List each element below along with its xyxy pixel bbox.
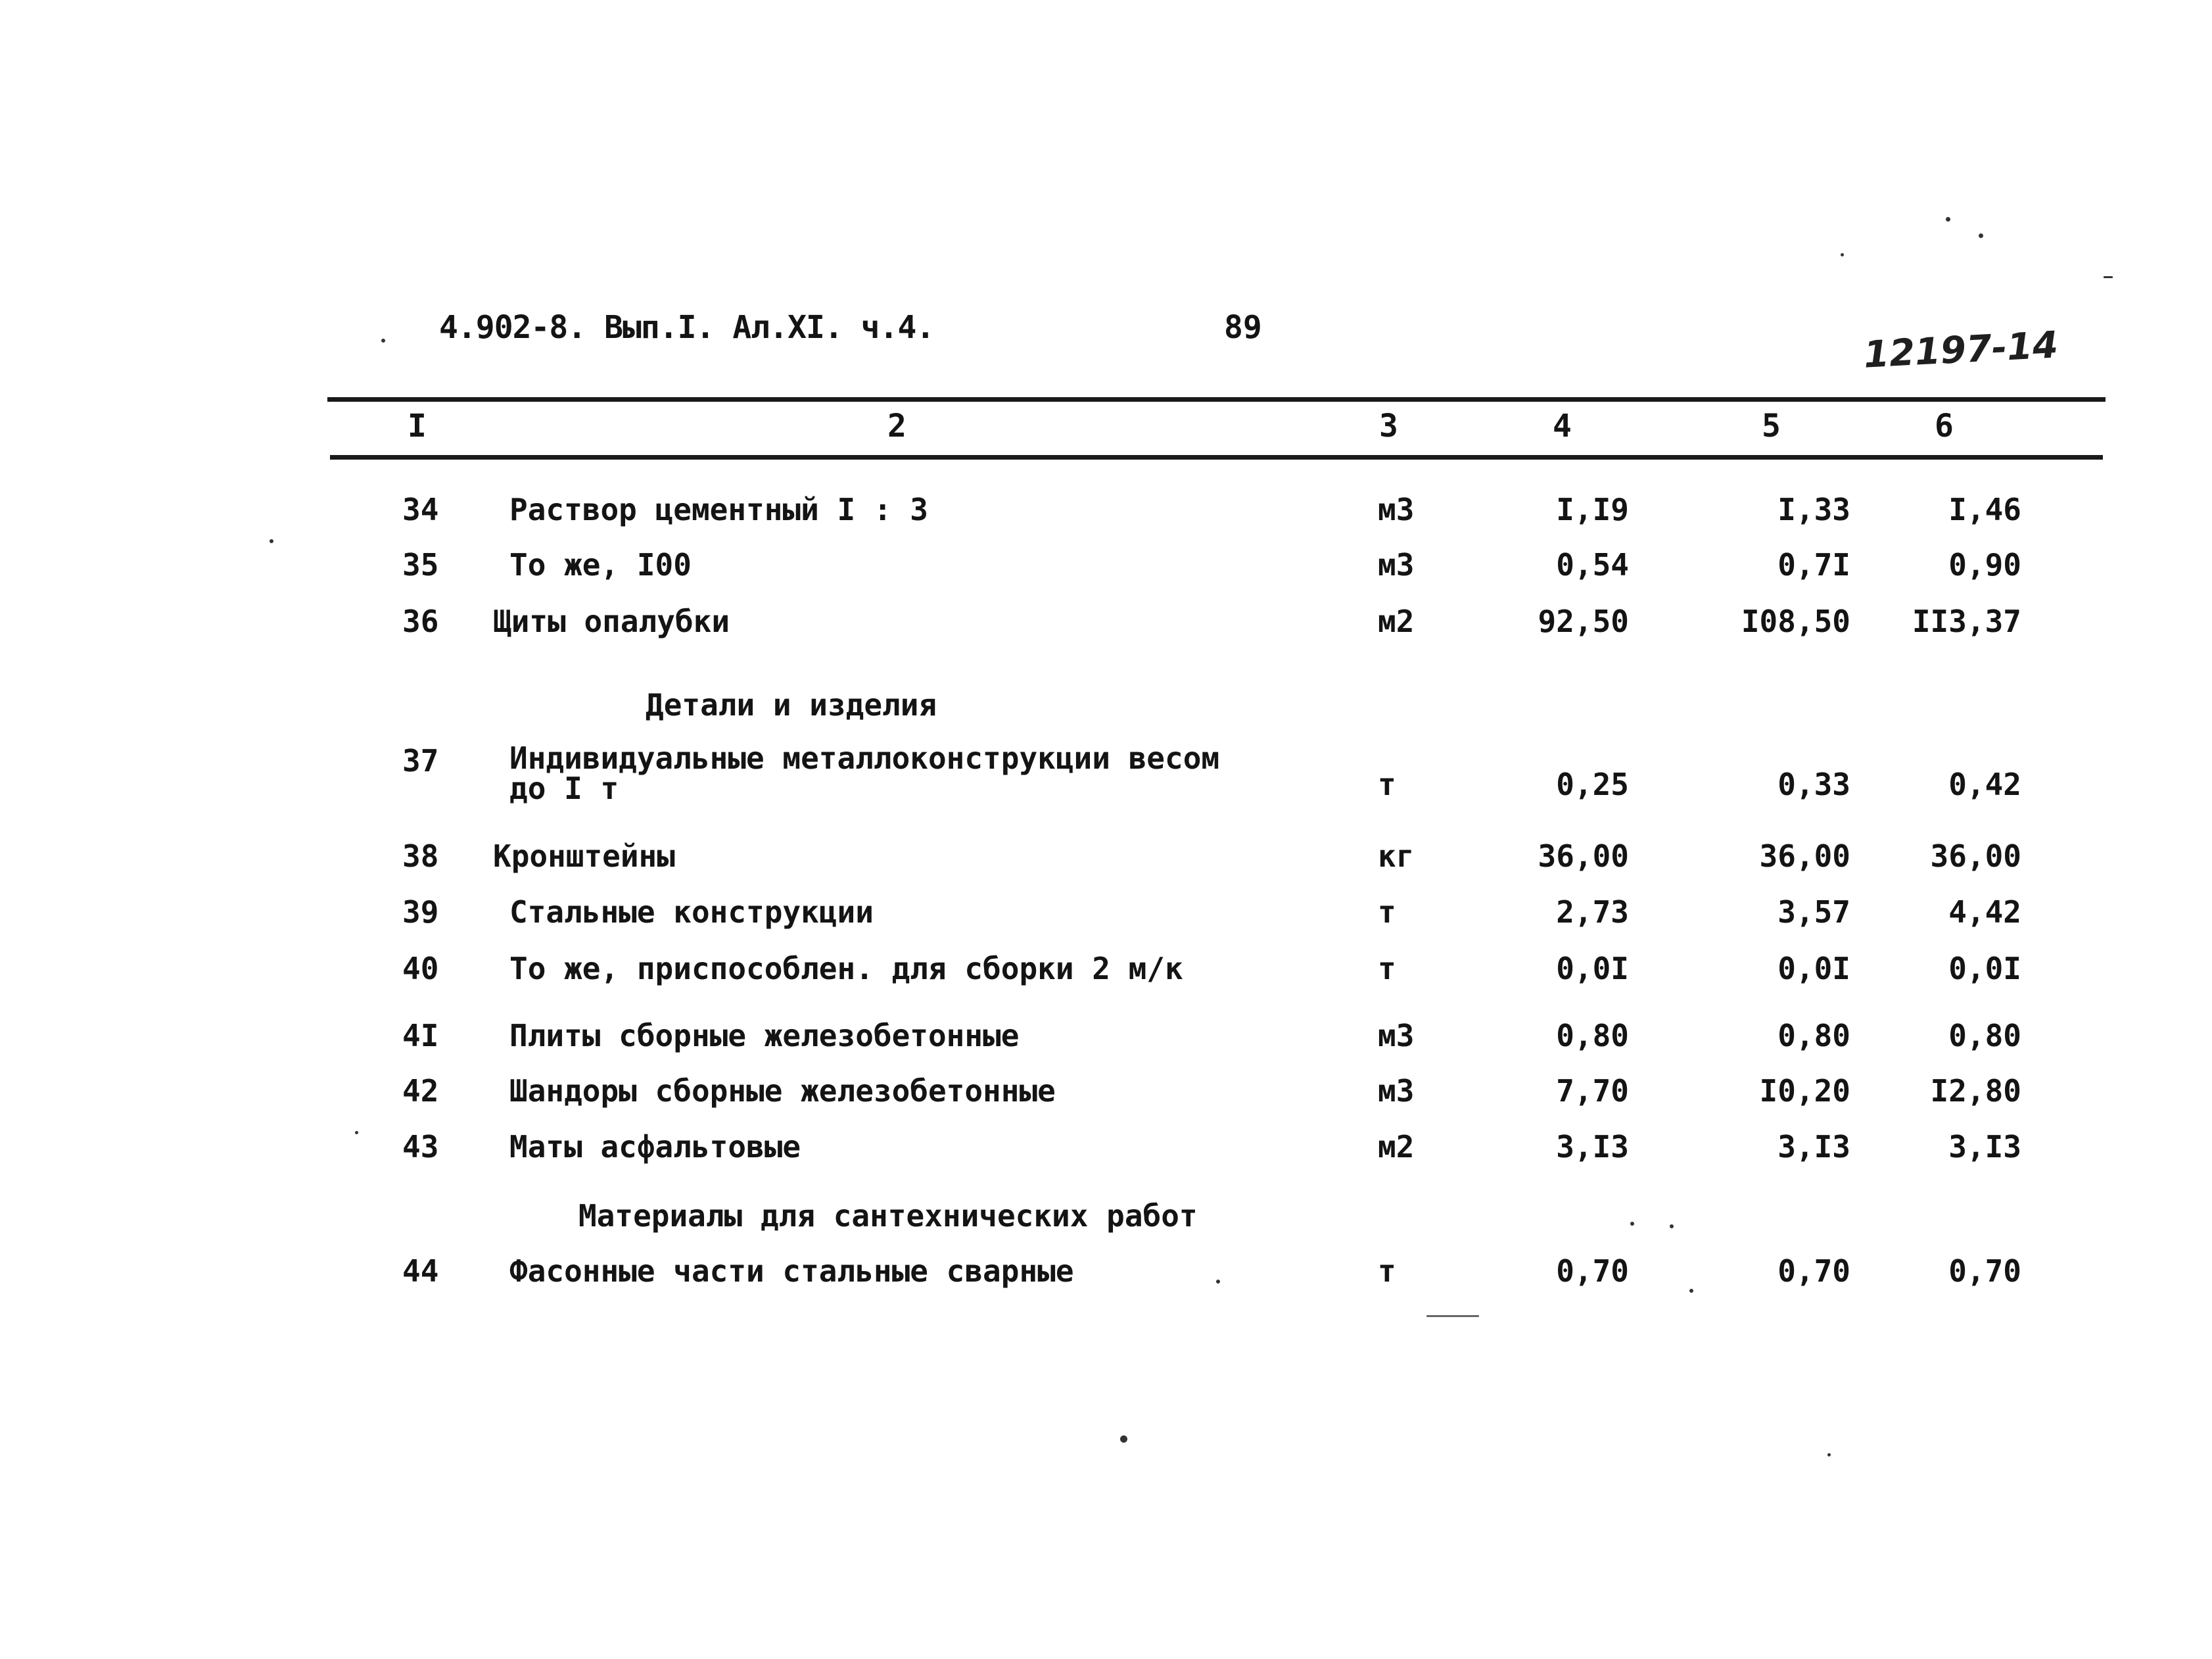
row-number: 39 [402, 894, 439, 930]
row-value-col6: 0,80 [1948, 1018, 2021, 1053]
scan-speck [1841, 253, 1844, 256]
row-name: Щиты опалубки [493, 604, 730, 639]
row-name: Раствор цементный I : 3 [509, 492, 928, 527]
row-number: 43 [402, 1129, 439, 1165]
row-value-col5: I,33 [1777, 492, 1850, 527]
row-value-col5: 0,70 [1777, 1253, 1850, 1289]
scan-speck [1120, 1435, 1127, 1443]
scan-speck [270, 539, 273, 543]
row-value-col4: 0,70 [1556, 1253, 1629, 1289]
row-number: 38 [402, 838, 439, 874]
scan-speck [355, 1131, 358, 1134]
row-unit: м2 [1378, 1129, 1415, 1165]
row-value-col5: 0,0I [1777, 951, 1850, 986]
archive-number: 12197-14 [1862, 324, 2059, 377]
row-value-col5: 3,I3 [1777, 1129, 1850, 1165]
row-number: 34 [402, 492, 439, 527]
document-code: 4.902-8. Вып.I. Ал.XI. ч.4. [439, 309, 935, 346]
scan-speck [1216, 1280, 1220, 1284]
row-value-col5: 0,33 [1777, 767, 1850, 802]
table-row [0, 492, 2212, 531]
row-name: Шандоры сборные железобетонные [509, 1073, 1056, 1109]
scan-speck [1827, 1453, 1831, 1456]
section-heading-details: Детали и изделия [646, 687, 937, 723]
row-value-col6: 0,70 [1948, 1253, 2021, 1289]
row-name: Плиты сборные железобетонные [509, 1018, 1020, 1053]
section-heading-plumbing: Материалы для сантехнических работ [578, 1198, 1198, 1234]
row-name: Маты асфальтовые [509, 1129, 801, 1165]
column-header-1: I [408, 408, 427, 445]
row-value-col4: 0,25 [1556, 767, 1629, 802]
row-value-col4: 3,I3 [1556, 1129, 1629, 1165]
table-top-rule [327, 397, 2106, 402]
row-value-col6: I2,80 [1930, 1073, 2021, 1109]
table-row [0, 1018, 2212, 1057]
scan-speck [1689, 1289, 1693, 1293]
row-name: Фасонные части стальные сварные [509, 1253, 1074, 1289]
table-row [0, 838, 2212, 878]
row-value-col4: 7,70 [1556, 1073, 1629, 1109]
row-unit: м2 [1378, 604, 1415, 639]
column-header-3: 3 [1379, 408, 1398, 445]
scan-speck [2104, 276, 2113, 278]
row-number: 44 [402, 1253, 439, 1289]
column-header-5: 5 [1762, 408, 1781, 445]
table-row [0, 740, 2212, 815]
row-value-col6: 0,42 [1948, 767, 2021, 802]
table-row [0, 1253, 2212, 1293]
row-value-col4: 0,80 [1556, 1018, 1629, 1053]
row-value-col5: 0,80 [1777, 1018, 1850, 1053]
row-value-col4: I,I9 [1556, 492, 1629, 527]
row-value-col6: 0,0I [1948, 951, 2021, 986]
table-row [0, 1073, 2212, 1113]
row-name: Кронштейны [493, 838, 675, 874]
row-unit: кг [1378, 838, 1415, 874]
row-value-col6: 3,I3 [1948, 1129, 2021, 1165]
row-value-col5: 3,57 [1777, 894, 1850, 930]
row-number: 4I [402, 1018, 439, 1053]
page-number: 89 [1224, 309, 1262, 346]
row-value-col5: I08,50 [1741, 604, 1850, 639]
scan-speck [381, 339, 385, 343]
row-unit: т [1378, 894, 1396, 930]
row-name: Стальные конструкции [509, 894, 874, 930]
row-number: 35 [402, 547, 439, 583]
table-header-rule [330, 455, 2103, 460]
row-number: 42 [402, 1073, 439, 1109]
row-value-col6: 4,42 [1948, 894, 2021, 930]
column-header-2: 2 [887, 408, 906, 445]
row-unit: м3 [1378, 547, 1415, 583]
row-unit: м3 [1378, 492, 1415, 527]
column-header-4: 4 [1553, 408, 1572, 445]
row-number: 40 [402, 951, 439, 986]
table-row [0, 951, 2212, 990]
row-name: То же, I00 [509, 547, 692, 583]
row-name: То же, приспособлен. для сборки 2 м/к [509, 951, 1183, 986]
row-value-col5: 0,7I [1777, 547, 1850, 583]
row-value-col6: 36,00 [1930, 838, 2021, 874]
row-number: 37 [402, 743, 439, 779]
table-row [0, 547, 2212, 587]
row-name: Индивидуальные металлоконструкции весом до I т [509, 740, 1220, 806]
row-unit: т [1378, 767, 1396, 802]
row-value-col6: I,46 [1948, 492, 2021, 527]
table-row [0, 604, 2212, 643]
scan-speck [1946, 217, 1950, 222]
table-row [0, 894, 2212, 934]
scan-speck [1630, 1222, 1634, 1226]
row-value-col6: 0,90 [1948, 547, 2021, 583]
row-unit: т [1378, 1253, 1396, 1289]
row-value-col6: II3,37 [1912, 604, 2021, 639]
row-value-col5: I0,20 [1759, 1073, 1850, 1109]
scan-speck [1426, 1315, 1479, 1317]
row-number: 36 [402, 604, 439, 639]
row-value-col4: 36,00 [1538, 838, 1629, 874]
row-value-col4: 92,50 [1538, 604, 1629, 639]
scan-speck [1979, 233, 1983, 238]
row-value-col4: 0,0I [1556, 951, 1629, 986]
row-value-col4: 0,54 [1556, 547, 1629, 583]
row-unit: м3 [1378, 1073, 1415, 1109]
row-unit: м3 [1378, 1018, 1415, 1053]
row-value-col4: 2,73 [1556, 894, 1629, 930]
scan-speck [1670, 1224, 1674, 1228]
row-value-col5: 36,00 [1759, 838, 1850, 874]
row-unit: т [1378, 951, 1396, 986]
table-row [0, 1129, 2212, 1168]
column-header-6: 6 [1935, 408, 1954, 445]
